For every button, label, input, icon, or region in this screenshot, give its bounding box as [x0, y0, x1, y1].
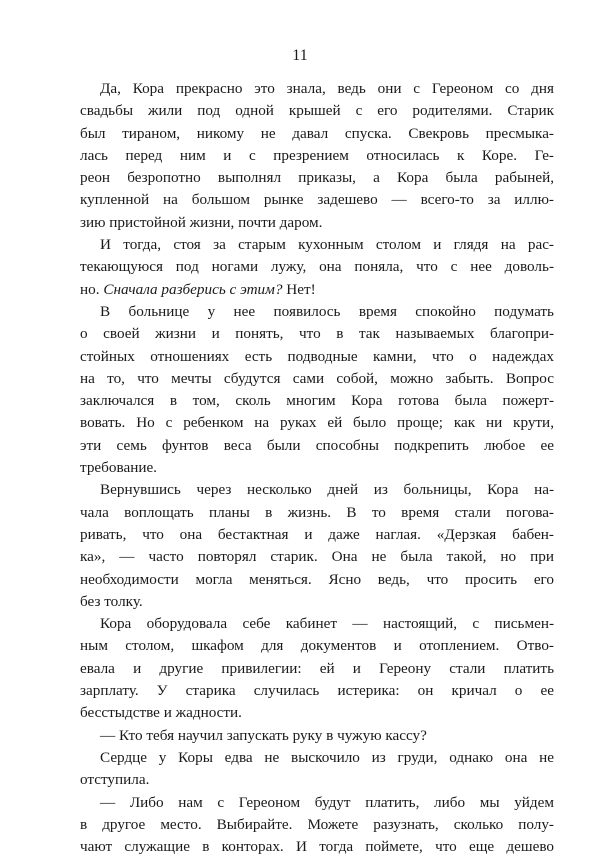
- text-line: лась перед ним и с презрением относилась к Коре. Ге-: [80, 146, 554, 164]
- text-line: чают служащие в конторах. И тогда поймете, что еще дешево: [80, 838, 554, 856]
- text-line: текающуюся под ногами лужу, она поняла, что с нее доволь-: [80, 258, 554, 276]
- text-line: Сердце у Коры едва не выскочило из груди, однако она не: [100, 748, 554, 766]
- text-line: в другое место. Выбирайте. Можете разузнать, сколько полу-: [80, 815, 554, 833]
- text-line: ка», — часто повторял старик. Она не была такой, но при: [80, 548, 554, 566]
- text-line: вовать. Но с ребенком на руках ей было проще; как ни крути,: [80, 414, 554, 432]
- text-line: был тираном, никому не давал спуска. Свекровь пресмыка-: [80, 124, 554, 142]
- text-line: требование.: [80, 459, 157, 477]
- page-number: 11: [292, 47, 308, 64]
- text-line: бесстыдстве и жадности.: [80, 704, 242, 722]
- text-line: без толку.: [80, 592, 143, 610]
- text-line: купленной на большом рынке задешево — всего-то за иллю-: [80, 191, 554, 209]
- text-line: — Кто тебя научил запускать руку в чужую кассу?: [100, 726, 427, 744]
- text-line: свадьбы жили под одной крышей с его родителями. Старик: [80, 102, 554, 120]
- text-line: заключался в том, сколь многим Кора готова была пожерт-: [80, 392, 554, 410]
- text-line: необходимости могла меняться. Ясно ведь, что просить его: [80, 570, 554, 588]
- text-line: чала воплощать планы в жизнь. В то время стали погова-: [80, 503, 554, 521]
- text-line: ривать, что она бестактная и даже наглая. «Дерзкая бабен-: [80, 525, 554, 543]
- text-line: В больнице у нее появилось время спокойно подумать: [100, 302, 554, 320]
- text-segment: но.: [80, 280, 104, 298]
- text-line: стойных отношениях есть подводные камни, что о надеждах: [80, 347, 554, 365]
- text-line: Кора оборудовала себе кабинет — настоящий, с письмен-: [100, 615, 554, 633]
- text-line: реон безропотно выполнял приказы, а Кора была рабыней,: [80, 169, 554, 187]
- text-line: евала и другие привилегии: ей и Гереону стали платить: [80, 659, 554, 677]
- text-line: [80, 279, 554, 301]
- text-line: Да, Кора прекрасно это знала, ведь они с Гереоном со дня: [100, 80, 554, 97]
- text-line: зарплату. У старика случилась истерика: он кричал о ее: [80, 682, 554, 700]
- body-text: [80, 78, 554, 858]
- text-segment: Нет!: [282, 280, 316, 298]
- text-line: ным столом, шкафом для документов и отоплением. Отво-: [80, 637, 554, 655]
- text-line: зию пристойной жизни, почти даром.: [80, 213, 323, 231]
- text-line: И тогда, стоя за старым кухонным столом и глядя на рас-: [100, 236, 554, 254]
- text-line: о своей жизни и понять, что в так называемых благопри-: [80, 325, 554, 343]
- text-line: на то, что мечты сбудутся сами собой, можно забыть. Вопрос: [80, 369, 554, 387]
- text-line: отступила.: [80, 771, 150, 789]
- text-line: — Либо нам с Гереоном будут платить, либо мы уйдем: [100, 793, 554, 811]
- italic-segment: Сначала разберись с этим?: [103, 280, 283, 298]
- text-line: Вернувшись через несколько дней из больницы, Кора на-: [100, 481, 554, 499]
- text-line: эти семь фунтов веса были способны подкрепить любое ее: [80, 436, 554, 454]
